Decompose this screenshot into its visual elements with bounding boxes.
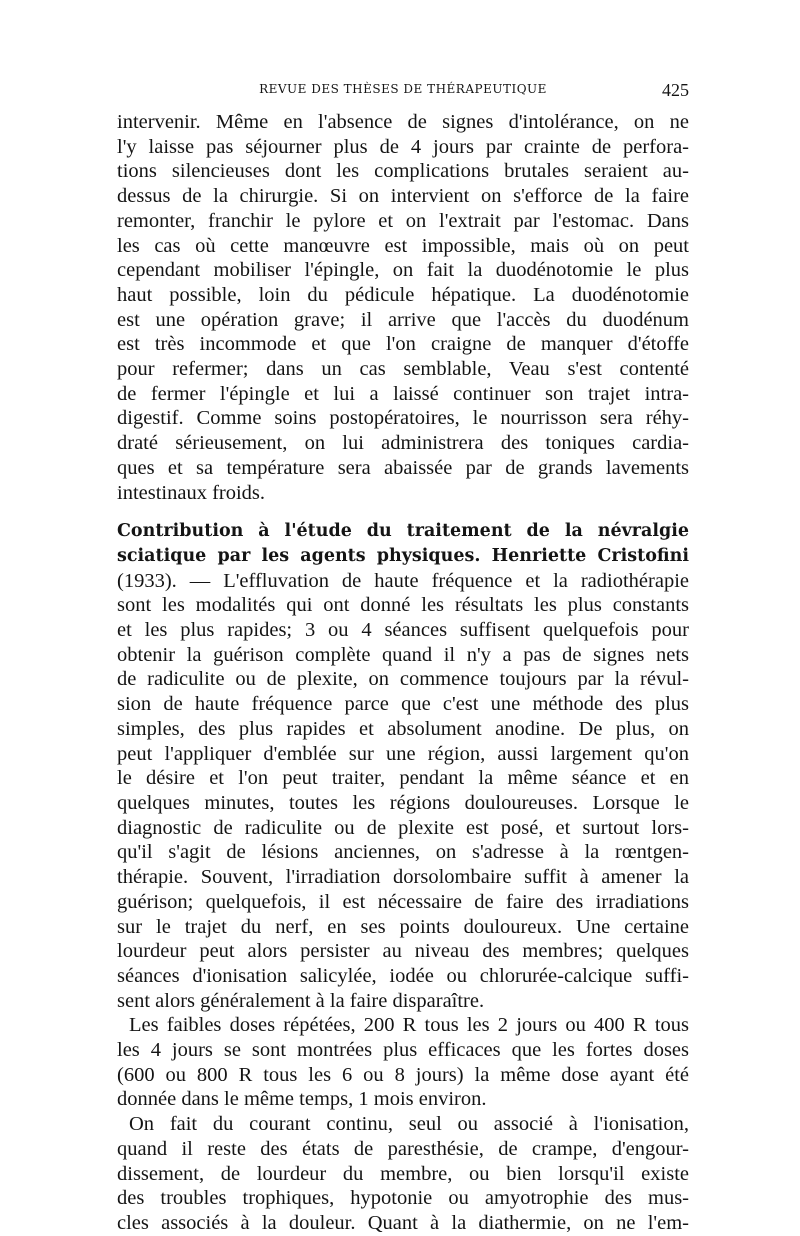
text-line: donnée dans le même temps, 1 mois environ. [117, 1088, 487, 1111]
paragraph-continuous-current [117, 1112, 689, 1236]
text-line: quand il reste des états de paresthésie, de crampe, d'engour- [117, 1137, 689, 1160]
body-text [117, 110, 689, 1236]
text-line: des troubles trophiques, hypotonie ou amyotrophie des mus- [117, 1187, 689, 1210]
text-line: de radiculite ou de plexite, on commence toujours par la révul- [117, 668, 689, 691]
text-line: dissement, de lourdeur du membre, ou bien lorsqu'il existe [117, 1162, 689, 1185]
thesis-title-line: Contribution à l'étude du traitement de la névralgie [117, 521, 689, 542]
text-line: thérapie. Souvent, l'irradiation dorsolombaire suffit à amener la [117, 866, 689, 889]
text-line: ques et sa température sera abaissée par de grands lavements [117, 456, 689, 479]
text-line: sur le trajet du nerf, en ses points douloureux. Une certaine [117, 915, 689, 938]
paragraph-duodenotomy [117, 110, 689, 505]
text-line: tions silencieuses dont les complications brutales seraient au- [117, 160, 689, 183]
running-title: REVUE DES THÈSES DE THÉRAPEUTIQUE [259, 82, 547, 96]
paragraph-gap [117, 505, 689, 519]
text-line: digestif. Comme soins postopératoires, le nourrisson sera réhy- [117, 407, 689, 430]
text-line: On fait du courant continu, seul ou associé à l'ionisation, [129, 1113, 689, 1136]
page-number: 425 [662, 80, 689, 100]
thesis-year: (1933). [117, 569, 177, 592]
text-line: cependant mobiliser l'épingle, on fait la duodénotomie le plus [117, 259, 689, 282]
text-line: le désire et l'on peut traiter, pendant la même séance et en [117, 767, 689, 790]
text-line: Les faibles doses répétées, 200 R tous les 2 jours ou 400 R tous [129, 1014, 689, 1037]
text-line: pour refermer; dans un cas semblable, Veau s'est contenté [117, 358, 689, 381]
text-line: cles associés à la douleur. Quant à la diathermie, on ne l'em- [117, 1211, 689, 1234]
text-line: séances d'ionisation salicylée, iodée ou chlorurée-calcique suffi- [117, 964, 689, 987]
text-line: obtenir la guérison complète quand il n'y a pas de signes nets [117, 643, 689, 666]
text-line: dessus de la chirurgie. Si on intervient on s'efforce de la faire [117, 185, 689, 208]
text-line: guérison; quelquefois, il est nécessaire de faire des irradiations [117, 890, 689, 913]
text-line [117, 569, 689, 594]
text-line: lourdeur peut alors persister au niveau des membres; quelques [117, 940, 689, 963]
text-line: haut possible, loin du pédicule hépatique. La duodénotomie [117, 283, 689, 306]
text-line: l'y laisse pas séjourner plus de 4 jours par crainte de perfora- [117, 135, 689, 158]
text-line: diagnostic de radiculite ou de plexite est posé, et surtout lors- [117, 816, 689, 839]
paragraph-thesis-entry [117, 519, 689, 1013]
text-line: est très incommode et que l'on craigne de manquer d'étoffe [117, 333, 689, 356]
text-line: draté sérieusement, on lui administrera des toniques cardia- [117, 432, 689, 455]
text-line: est une opération grave; il arrive que l'accès du duodénum [117, 308, 689, 331]
text-line: simples, des plus rapides et absolument anodine. De plus, on [117, 717, 689, 740]
text-line: intervenir. Même en l'absence de signes d'intolérance, on ne [117, 111, 689, 133]
paragraph-doses [117, 1013, 689, 1112]
text-line: peut l'appliquer d'emblée sur une région, aussi largement qu'on [117, 742, 689, 765]
text-line: sent alors généralement à la faire disparaître. [117, 989, 485, 1012]
text-line: remonter, franchir le pylore et on l'extrait par l'estomac. Dans [117, 209, 689, 232]
text-line: sont les modalités qui ont donné les résultats les plus constants [117, 594, 689, 617]
text-line: et les plus rapides; 3 ou 4 séances suffisent quelquefois pour [117, 619, 689, 642]
text-line: qu'il s'agit de lésions anciennes, on s'adresse à la rœntgen- [117, 841, 689, 864]
running-head [117, 80, 689, 100]
text-line: les cas où cette manœuvre est impossible, mais où on peut [117, 234, 689, 257]
text-fragment: — L'effluvation de haute fréquence et la radiothérapie [176, 569, 689, 592]
text-line: quelques minutes, toutes les régions douloureuses. Lorsque le [117, 791, 689, 814]
text-line: (600 ou 800 R tous les 6 ou 8 jours) la même dose ayant été [117, 1063, 689, 1086]
thesis-title-line: sciatique par les agents physiques. Henriette Cristofini [117, 545, 689, 566]
text-line: les 4 jours se sont montrées plus efficaces que les fortes doses [117, 1039, 689, 1062]
text-line: sion de haute fréquence parce que c'est une méthode des plus [117, 693, 689, 716]
text-line: intestinaux froids. [117, 481, 266, 504]
text-line: de fermer l'épingle et lui a laissé continuer son trajet intra- [117, 382, 689, 405]
